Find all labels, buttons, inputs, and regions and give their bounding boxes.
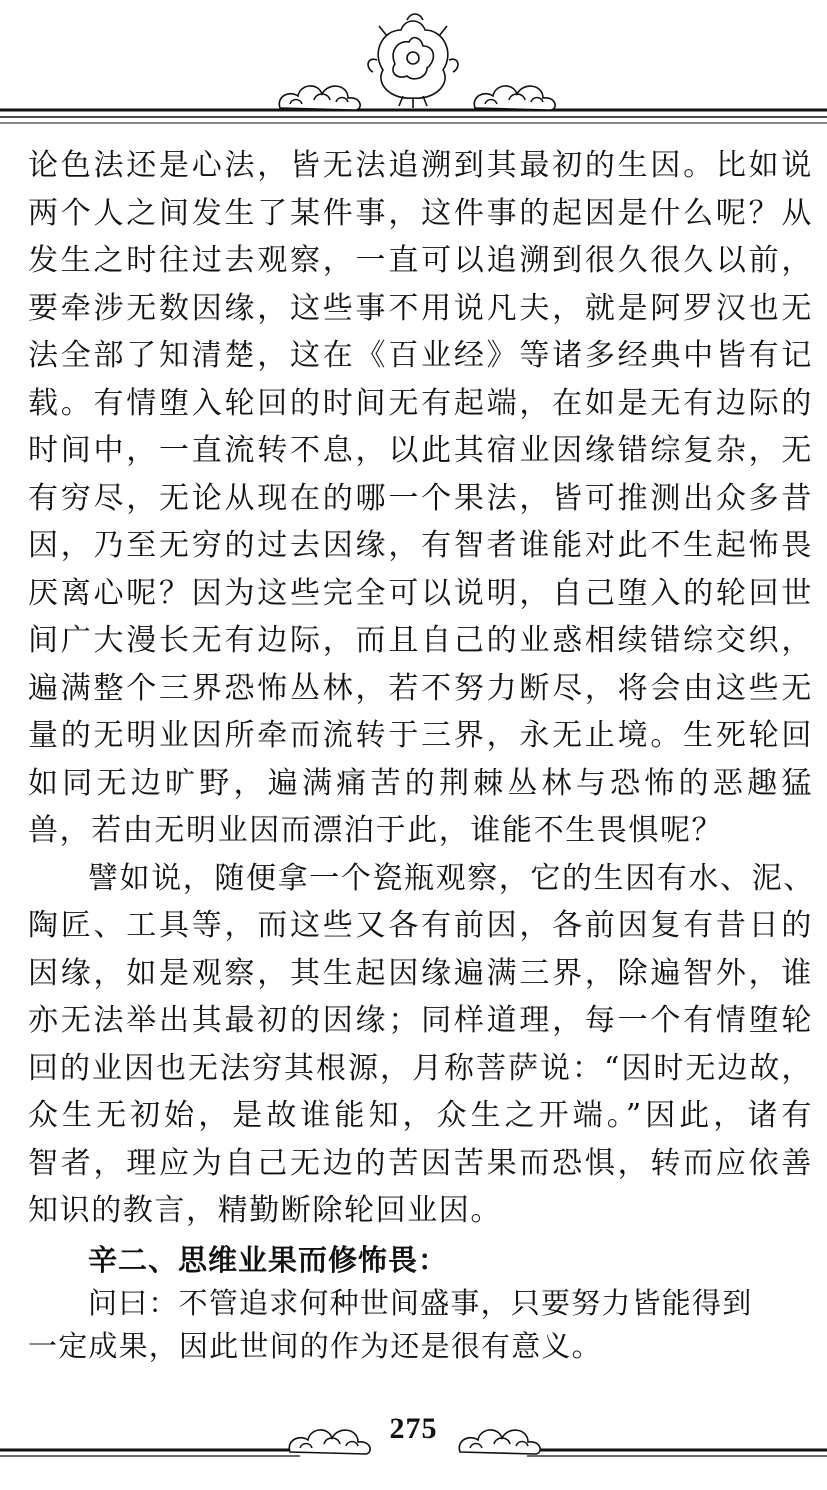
body-line: 亦无法举出其最初的因缘；同样道理，每一个有情堕轮 bbox=[28, 1003, 813, 1038]
body-line: 如同无边旷野，遍满痛苦的荆棘丛林与恐怖的恶趣猛 bbox=[28, 765, 813, 801]
page-header-ornament bbox=[0, 0, 827, 140]
body-line: 有穷尽，无论从现在的哪一个果法，皆可推测出众多昔 bbox=[28, 480, 813, 516]
body-line: 众生无初始，是故谁能知，众生之开端。”因此，诸有 bbox=[28, 1098, 813, 1133]
body-line: 遍满整个三界恐怖丛林，若不努力断尽，将会由这些无 bbox=[28, 670, 813, 706]
question-line: 一定成果，因此世间的作为还是很有意义。 bbox=[28, 1328, 602, 1363]
peony-flower-icon bbox=[368, 14, 458, 108]
body-line: 间广大漫长无有边际，而且自己的业惑相续错综交织， bbox=[28, 623, 813, 658]
body-line: 要牵涉无数因缘，这些事不用说凡夫，就是阿罗汉也无 bbox=[28, 290, 813, 326]
body-line: 譬如说，随便拿一个瓷瓶观察，它的生因有水、泥、 bbox=[88, 860, 815, 896]
body-line: 陶匠、工具等，而这些又各有前因，各前因复有昔日的 bbox=[28, 908, 813, 943]
body-line: 回的业因也无法穷其根源，月称菩萨说：“因时无边故， bbox=[28, 1050, 813, 1086]
cloud-scroll-icon bbox=[279, 86, 360, 110]
body-line: 发生之时往过去观察，一直可以追溯到很久很久以前， bbox=[28, 243, 813, 278]
cloud-scroll-icon bbox=[474, 86, 555, 110]
body-line: 因，乃至无穷的过去因缘，有智者谁能对此不生起怖畏 bbox=[28, 528, 813, 563]
body-line: 兽，若由无明业因而漂泊于此，谁能不生畏惧呢？ bbox=[28, 813, 724, 848]
page-number: 275 bbox=[389, 1412, 438, 1445]
body-line: 因缘，如是观察，其生起因缘遍满三界，除遍智外，谁 bbox=[28, 955, 813, 991]
body-line: 载。有情堕入轮回的时间无有起端，在如是无有边际的 bbox=[28, 385, 813, 421]
question-line: 问曰：不管追求何种世间盛事，只要努力皆能得到 bbox=[88, 1285, 753, 1320]
body-line: 量的无明业因所牵而流转于三界，永无止境。生死轮回 bbox=[28, 718, 813, 753]
page-body bbox=[28, 142, 813, 1368]
body-line: 两个人之间发生了某件事，这件事的起因是什么呢？从 bbox=[28, 195, 813, 231]
body-line: 知识的教言，精勤断除轮回业因。 bbox=[28, 1193, 502, 1228]
header-border bbox=[0, 0, 827, 140]
section-heading: 辛二、思维业果而修怖畏： bbox=[88, 1242, 449, 1277]
body-line: 智者，理应为自己无边的苦因苦果而恐惧，转而应依善 bbox=[28, 1145, 813, 1181]
body-line: 法全部了知清楚，这在《百业经》等诸多经典中皆有记 bbox=[28, 338, 813, 373]
body-line: 论色法还是心法，皆无法追溯到其最初的生因。比如说 bbox=[28, 148, 813, 183]
body-line: 厌离心呢？因为这些完全可以说明，自己堕入的轮回世 bbox=[28, 575, 813, 611]
body-line: 时间中，一直流转不息，以此其宿业因缘错综复杂，无 bbox=[28, 433, 813, 468]
